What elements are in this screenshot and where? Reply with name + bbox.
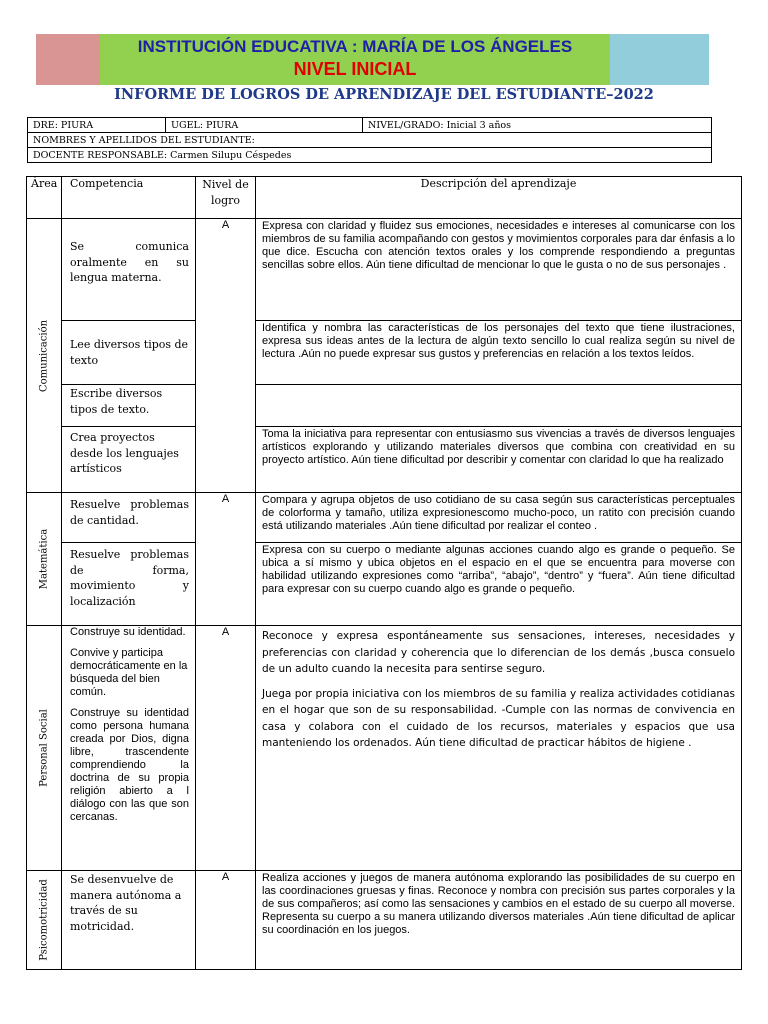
competencia-cell: Escribe diversos tipos de texto. (62, 385, 196, 427)
competencia-cell: Se desenvuelve de manera autónoma a través de su motricidad. (62, 871, 196, 970)
area-label: Personal Social (38, 709, 50, 787)
table-row (27, 219, 742, 321)
header-nivel: Nivel de logro (196, 177, 256, 219)
student-info-table (27, 117, 712, 163)
header-competencia: Competencia (62, 177, 196, 219)
table-row (27, 543, 742, 626)
competencia-text: oralmente en su (70, 255, 189, 269)
teacher-cell: DOCENTE RESPONSABLE: Carmen Silupu Céspedes (28, 148, 712, 163)
area-personal-social (27, 626, 62, 871)
competencia-cell: Lee diversos tipos de texto (62, 321, 196, 385)
competencia-text: Se comunica (70, 240, 189, 253)
banner-right-block (610, 34, 709, 85)
descripcion-cell: Expresa con su cuerpo o mediante algunas acciones cuando algo es grande o pequeño. Se ubica a sí mismo y ubica objetos en el espacio en el que se encuentra para moverse con habilidad utilizando expresiones como “arriba”, “abajo”, “dentro” y “fuera”. Aún tiene dificultad para expresar con su cuerpo cuando algo es grande o pequeño. (256, 543, 742, 626)
competencia-cell (62, 493, 196, 543)
banner-mid-block (100, 34, 610, 85)
competencia-cell (62, 219, 196, 321)
descripcion-text: Juega por propia iniciativa con los miembros de su familia y realiza actividades cotidianas en el hogar que son de su responsabilidad. -Cumple con las normas de convivencia en casa y colabora con el cuidado de los recursos, materiales y espacios que usa manteniendo los ordenados. Aún tiene dificultad de practicar hábitos de higiene . (262, 687, 735, 749)
report-title: INFORME DE LOGROS DE APRENDIZAJE DEL ESTUDIANTE–2022 (114, 86, 654, 103)
nivel-cell: A (196, 219, 256, 493)
competencia-cell: Crea proyectos desde los lenguajes artísticos (62, 427, 196, 493)
competencia-cell (62, 626, 196, 871)
competencia-text: Construye su identidad. (70, 626, 186, 638)
header-banner (36, 34, 709, 85)
competencia-text: Convive y participa democráticamente en la búsqueda del bien común. (70, 647, 188, 698)
area-psicomotricidad (27, 871, 62, 970)
level-name: NIVEL INICIAL (293, 59, 417, 79)
descripcion-cell: Compara y agrupa objetos de uso cotidiano de su casa según sus características perceptuales de colorforma y tamaño, utiliza expresionescomo mucho-poco, un ratito con precisión cuando está utilizando materiales .Aún tiene dificultad por realizar el conteo . (256, 493, 742, 543)
table-row (27, 871, 742, 970)
descripcion-cell: Realiza acciones y juegos de manera autónoma explorando las posibilidades de su cuerpo en las coordinaciones gruesas y finas. Reconoce y nombra con precisión sus partes corporales y la de sus compañeros; así como las sensaciones y cambios en el estado de su cuerpo all moverse. Representa su cuerpo a su manera utilizando diversos materiales .Aún tiene dificultad de aplicar su coordinación en los juegos. (256, 871, 742, 970)
competencia-cell (62, 543, 196, 626)
area-matematica (27, 493, 62, 626)
competencia-text: Resuelve problemas (70, 548, 189, 561)
table-row (27, 493, 742, 543)
dre-cell: DRE: PIURA (28, 118, 166, 133)
competencia-text: Construye su identidad como persona humana creada por Dios, digna libre, trascendente comprendiendo la doctrina de su propia religión abierto a l diálogo con las que son cercanas. (70, 707, 189, 823)
competencia-text: de forma, (70, 563, 189, 577)
competencia-text: de cantidad. (70, 513, 139, 527)
descripcion-cell: Expresa con claridad y fluidez sus emociones, necesidades e intereses al comunicarse con los miembros de su familia acompañando con gestos y movimientos corporales para dar énfasis a lo que dice. Escucha con atención textos orales y los comprende respondiendo a preguntas sencillas sobre ellos. Aún tiene dificultad de mencionar lo que le gusta o no de sus personajes . (256, 219, 742, 321)
competencia-text: lengua materna. (70, 271, 162, 284)
table-row (27, 626, 742, 871)
header-descripcion: Descripción del aprendizaje (256, 177, 742, 219)
area-label: Matemática (38, 528, 50, 590)
table-row (27, 385, 742, 427)
info-row (28, 118, 712, 133)
student-name-cell: NOMBRES Y APELLIDOS DEL ESTUDIANTE: (28, 133, 712, 148)
nivel-cell: A (196, 493, 256, 626)
competencia-text: Resuelve problemas (70, 498, 189, 511)
area-label: Psicomotricidad (38, 879, 50, 961)
descripcion-cell (256, 385, 742, 427)
banner-left-block (36, 34, 100, 85)
descripcion-text: Reconoce y expresa espontáneamente sus sensaciones, intereses, necesidades y preferencias con claridad y coherencia que lo diferencian de los demás ,busca consuelo de un adulto cuando la necesita para sentirse seguro. (262, 630, 735, 675)
nivel-cell: A (196, 626, 256, 871)
ugel-cell: UGEL: PIURA (166, 118, 363, 133)
descripcion-cell: Identifica y nombra las características de los personajes del texto que tiene ilustraciones, expresa sus ideas antes de la lectura de algún texto sencillo lo cual realiza según su nivel de lectura .Aún no puede expresar sus gustos y preferencias en relación a los textos leídos. (256, 321, 742, 385)
info-row (28, 148, 712, 163)
header-area: Área (27, 177, 62, 219)
descripcion-cell: Toma la iniciativa para representar con entusiasmo sus vivencias a través de diversos lenguajes artísticos explorando y utilizando materiales diversos que combina con creatividad en su proyecto artístico. Aún tiene dificultad por describir y comentar con claridad lo que ha realizado (256, 427, 742, 493)
learning-report-table (26, 176, 742, 970)
competencia-text: movimiento y (70, 579, 189, 592)
area-comunicacion (27, 219, 62, 493)
table-row (27, 321, 742, 385)
nivel-cell: A (196, 871, 256, 970)
descripcion-cell (256, 626, 742, 871)
table-row (27, 427, 742, 493)
competencia-text: localización (70, 594, 136, 608)
school-name: INSTITUCIÓN EDUCATIVA : MARÍA DE LOS ÁNGELES (137, 37, 573, 56)
header-row (27, 177, 742, 219)
area-label: Comunicación (38, 319, 50, 392)
info-row (28, 133, 712, 148)
nivel-grado-cell: NIVEL/GRADO: Inicial 3 años (363, 118, 712, 133)
